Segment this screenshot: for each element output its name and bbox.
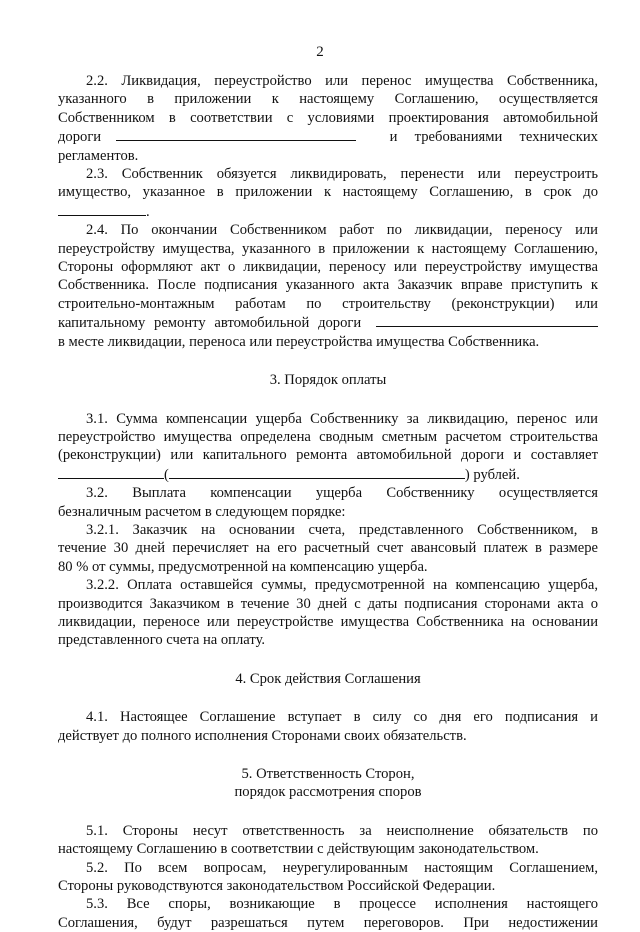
paragraph-2-4 xyxy=(58,221,598,351)
paragraph-3-1 xyxy=(58,410,598,485)
blank-field-road-name xyxy=(376,313,598,327)
section-heading: 5. Ответственность Сторон, xyxy=(241,766,415,782)
text-line: 3.2.1. Заказчик на основании счета, представленного Собственником, в xyxy=(86,521,598,538)
text-line: производится Заказчиком в течение 30 дней с даты подписания сторонами акта о xyxy=(58,595,598,612)
blank-field-deadline xyxy=(58,202,146,216)
text-line: 2.4. По окончании Собственником работ по ликвидации, переносу или xyxy=(86,222,598,239)
text-line: безналичным расчетом в следующем порядке: xyxy=(58,503,346,520)
text-line xyxy=(58,465,598,484)
text-line: переустройству имущества, указанного в приложении к настоящему Соглашению, xyxy=(58,240,598,257)
paragraph-4-1 xyxy=(58,708,598,745)
text-line: действует до полного исполнения Сторонами своих обязательств. xyxy=(58,727,467,744)
paragraph-2-2 xyxy=(58,72,598,165)
text-line: строительно-монтажным работам по строительству (реконструкции) или xyxy=(58,295,598,312)
text-line: Стороны руководствуются законодательством Российской Федерации. xyxy=(58,878,496,895)
text-line: в месте ликвидации, переноса или переустройства имущества Собственника. xyxy=(58,333,540,350)
section-heading: 3. Порядок оплаты xyxy=(269,372,387,389)
text-line: 80 % от суммы, предусмотренной на компенсацию ущерба. xyxy=(58,558,428,575)
text-fragment: ( xyxy=(164,466,169,483)
paragraph-5-3 xyxy=(58,895,598,932)
text-fragment: . xyxy=(146,203,150,220)
text-line: 3.2.2. Оплата оставшейся суммы, предусмотренной на компенсацию ущерба, xyxy=(86,577,598,594)
text-line: (реконструкции) или капитального ремонта автомобильной дороги и составляет xyxy=(58,447,598,464)
paragraph-5-2 xyxy=(58,859,598,896)
text-line: имущество, указанное в приложении к настоящему Соглашению, в срок до xyxy=(58,184,598,201)
text-fragment: и требованиями технических xyxy=(389,129,598,146)
text-fragment: ) рублей. xyxy=(464,466,520,483)
text-line: регламентов. xyxy=(58,147,139,164)
text-line: указанного в приложении к настоящему Соглашению, осуществляется xyxy=(58,91,598,108)
section-heading: 4. Срок действия Соглашения xyxy=(235,670,421,687)
spacer xyxy=(58,390,598,410)
section-heading: порядок рассмотрения споров xyxy=(234,784,422,801)
text-line: Стороны оформляют акт о ликвидации, переносу или переустройству имущества xyxy=(58,259,598,276)
paragraph-2-3 xyxy=(58,165,598,221)
text-line: 4.1. Настоящее Соглашение вступает в силу со дня его подписания и xyxy=(86,709,598,726)
text-line xyxy=(58,127,598,146)
spacer xyxy=(58,688,598,708)
text-line xyxy=(58,202,598,221)
text-line: 5.3. Все споры, возникающие в процессе исполнения настоящего xyxy=(86,896,598,913)
spacer xyxy=(58,650,598,670)
blank-field-road-name xyxy=(116,127,356,141)
document-body xyxy=(58,72,598,932)
paragraph-3-2-1 xyxy=(58,521,598,576)
text-line: Соглашения, будут разрешаться путем переговоров. При недостижении xyxy=(58,914,598,931)
paragraph-5-1 xyxy=(58,822,598,859)
text-line: 2.3. Собственник обязуется ликвидировать, перенести или переустроить xyxy=(86,166,598,183)
text-line: Собственником в соответствии с условиями проектирования автомобильной xyxy=(58,109,598,126)
text-line: настоящему Соглашению в соответствии с действующим законодательством. xyxy=(58,841,539,858)
text-line: 3.2. Выплата компенсации ущерба Собственнику осуществляется xyxy=(86,485,598,502)
blank-field-amount-words xyxy=(169,465,465,479)
spacer xyxy=(58,802,598,822)
page-number: 2 xyxy=(316,44,324,60)
spacer xyxy=(58,745,598,765)
text-line: течение 30 дней перечисляет на его расчетный счет авансовый платеж в размере xyxy=(58,540,598,557)
text-fragment: дороги xyxy=(58,129,102,146)
text-line: представленного счета на оплату. xyxy=(58,632,266,649)
text-line xyxy=(58,313,598,332)
paragraph-3-2-2 xyxy=(58,576,598,650)
text-line: 2.2. Ликвидация, переустройство или перенос имущества Собственника, xyxy=(86,73,598,89)
text-line: 3.1. Сумма компенсации ущерба Собственнику за ликвидацию, перенос или xyxy=(86,410,598,427)
text-line: переустройство имущества определена сводным сметным расчетом строительства xyxy=(58,428,598,445)
spacer xyxy=(58,351,598,371)
text-line: 5.2. По всем вопросам, неурегулированным настоящим Соглашением, xyxy=(86,859,598,876)
text-fragment: капитальному ремонту автомобильной дороги xyxy=(58,315,362,332)
text-line: ликвидации, переносе или переустройстве имущества Собственника на основании xyxy=(58,613,598,630)
paragraph-3-2 xyxy=(58,484,598,521)
blank-field-amount xyxy=(58,465,164,479)
text-line: 5.1. Стороны несут ответственность за неисполнение обязательств по xyxy=(86,822,598,839)
text-line: Собственника. После подписания указанного акта Заказчик вправе приступить к xyxy=(58,277,598,294)
